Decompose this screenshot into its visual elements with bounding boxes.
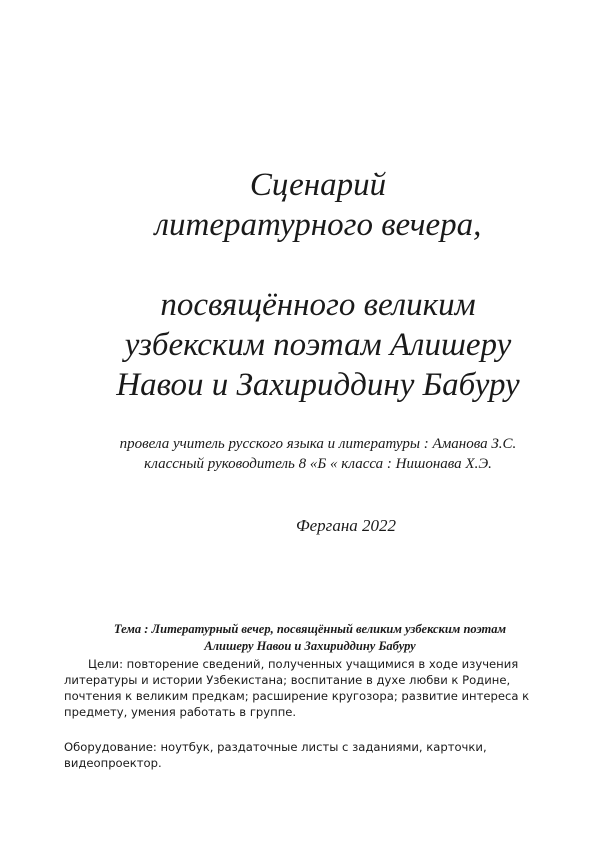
- equipment-line-1: Оборудование: ноутбук, раздаточные листы с заданиями, карточки,: [64, 740, 487, 754]
- title-spacer: [0, 245, 596, 285]
- title-line-4: узбекским поэтам Алишеру: [124, 327, 512, 363]
- title-line-5: Навои и Захириддину Бабуру: [116, 367, 520, 403]
- goals-line-1: Цели: повторение сведений, полученных учащимися в ходе изучения: [88, 657, 519, 671]
- theme-line-2: Алишеру Навои и Захириддину Бабуру: [204, 639, 416, 653]
- theme-line-1: Тема : Литературный вечер, посвящённый великим узбекским поэтам: [113, 622, 507, 636]
- title-line-2: литературного вечера,: [154, 207, 482, 243]
- theme-heading: [60, 621, 560, 655]
- city-year: Фергана 2022: [295, 516, 397, 535]
- goals-line-4: предмету, умения работать в группе.: [64, 705, 297, 719]
- goals-line-2: литературы и истории Узбекистана; воспитание в духе любви к Родине,: [64, 673, 511, 687]
- authors-block: [0, 434, 596, 474]
- goals-line-3: почтения к великим предкам; расширение кругозора; развитие интереса к: [64, 689, 530, 703]
- author-class-teacher: классный руководитель 8 «Б « класса : Нишонава Х.Э.: [144, 456, 492, 472]
- document-title: [0, 165, 596, 405]
- title-line-1: Сценарий: [249, 167, 387, 203]
- equipment-line-2: видеопроектор.: [64, 756, 162, 770]
- equipment-paragraph: [64, 739, 544, 771]
- author-teacher: провела учитель русского языка и литературы : Аманова З.С.: [119, 436, 517, 452]
- title-line-3: посвящённого великим: [160, 287, 476, 323]
- goals-paragraph: [64, 656, 544, 720]
